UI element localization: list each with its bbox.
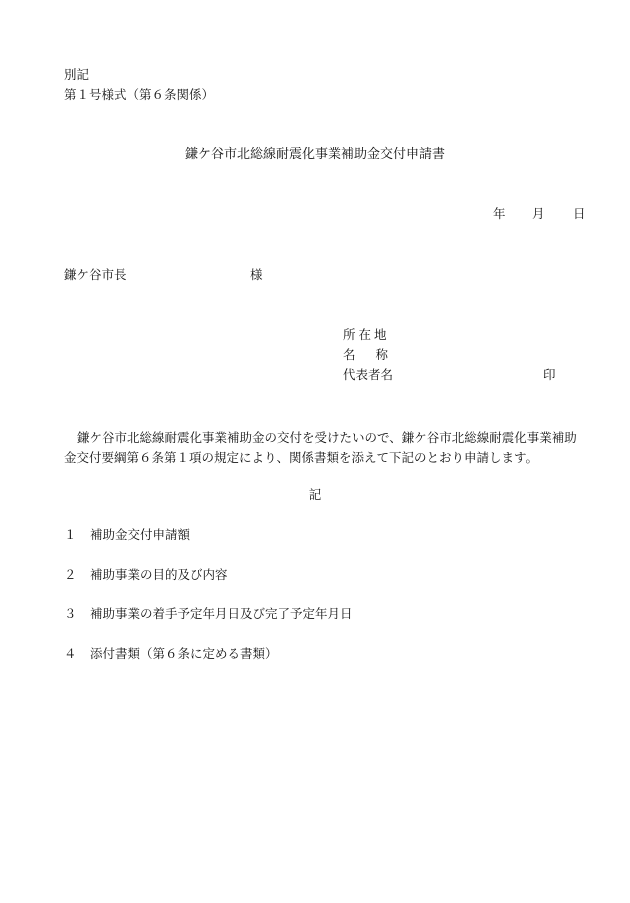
list-item-number: ４	[64, 646, 77, 661]
document-title: 鎌ケ谷市北総線耐震化事業補助金交付申請書	[184, 147, 445, 162]
list-item-label: 添付書類（第６条に定める書類）	[90, 646, 278, 661]
list-item-number: ３	[64, 606, 77, 621]
list-item-number: ２	[64, 567, 77, 582]
applicant-name-label-part1: 名	[343, 347, 356, 362]
seal-label: 印	[543, 367, 556, 382]
addressee-honorific: 様	[250, 267, 263, 282]
applicant-representative-label: 代表者名	[343, 367, 394, 382]
date-day-label: 日	[573, 206, 586, 221]
applicant-name-label-part2: 称	[375, 347, 389, 362]
application-body-text: 鎌ケ谷市北総線耐震化事業補助金の交付を受けたいので、鎌ケ谷市北総線耐震化事業補助金交付要綱第６条第１項の規定により、関係書類を添えて下記のとおり申請します。	[64, 430, 577, 465]
list-item-number: １	[64, 527, 77, 542]
application-body	[64, 428, 589, 468]
list-item	[64, 529, 190, 542]
annex-label: 別記	[64, 67, 90, 82]
applicant-name-label	[343, 349, 388, 362]
date-year-label: 年	[493, 206, 506, 221]
applicant-address-label: 所在地	[343, 327, 390, 342]
list-item-label: 補助金交付申請額	[90, 527, 191, 542]
list-item	[64, 569, 228, 582]
list-item-label: 補助事業の目的及び内容	[90, 567, 228, 582]
ki-heading: 記	[308, 487, 322, 502]
list-item	[64, 648, 278, 661]
list-item	[64, 608, 353, 621]
list-item-label: 補助事業の着手予定年月日及び完了予定年月日	[90, 606, 353, 621]
form-number-label: 第１号様式（第６条関係）	[64, 87, 215, 102]
addressee-name: 鎌ケ谷市長	[64, 267, 127, 282]
date-month-label: 月	[532, 206, 545, 221]
